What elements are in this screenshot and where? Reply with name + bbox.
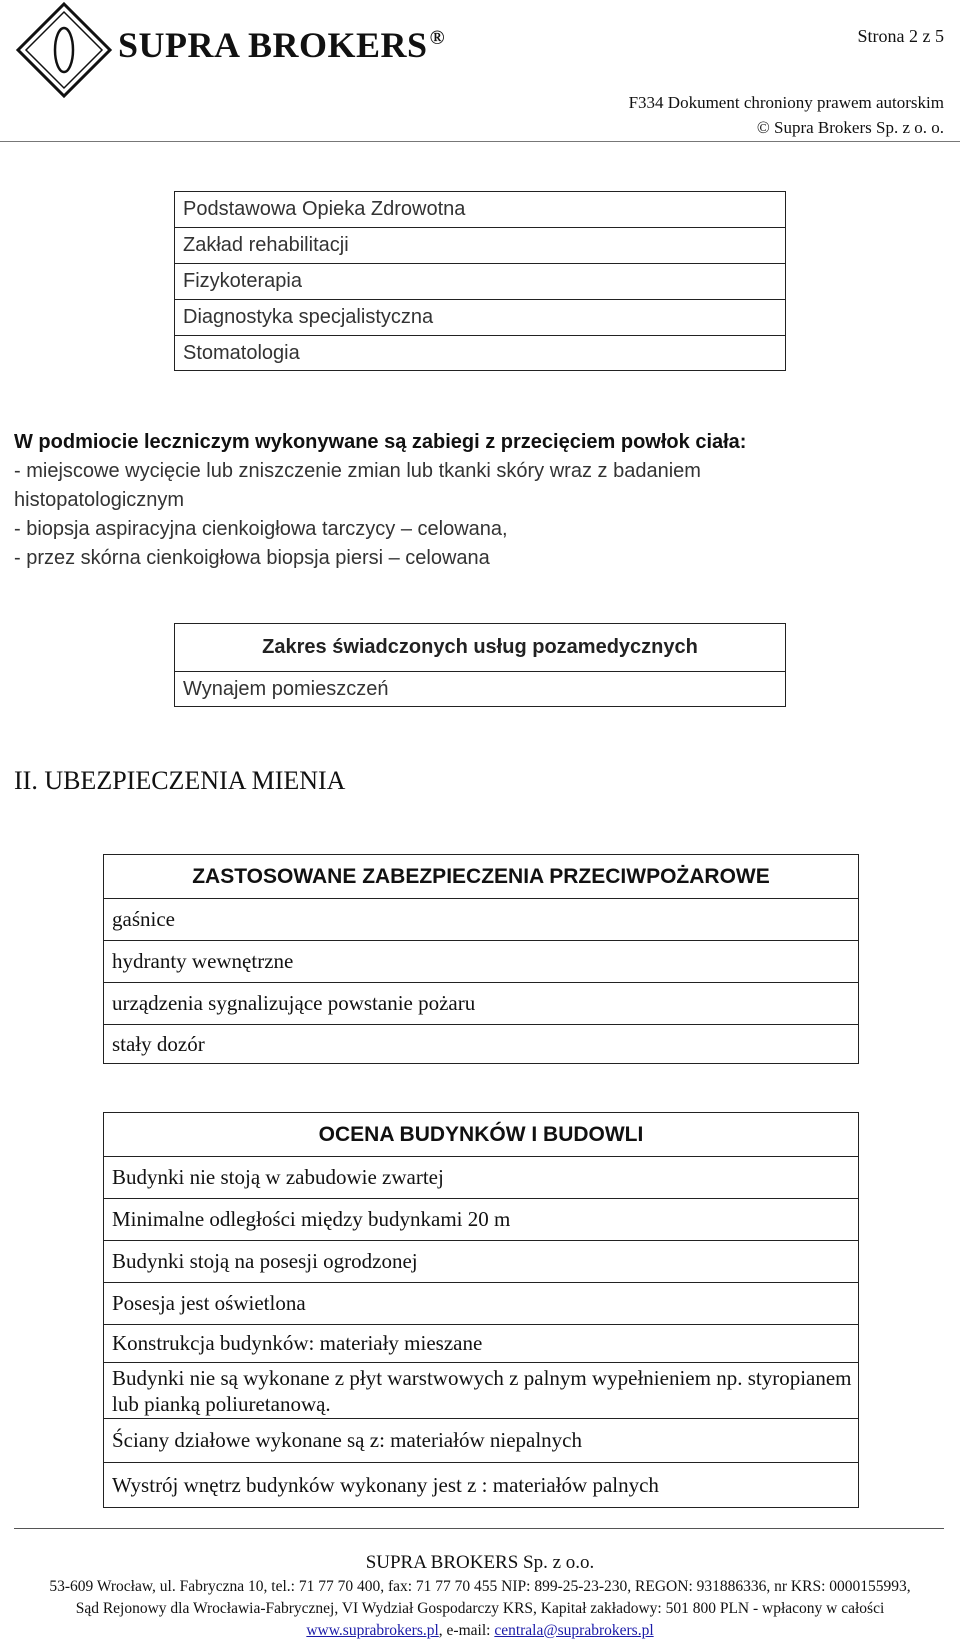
copyright-notice <box>629 90 944 140</box>
brand-name: SUPRA BROKERS <box>118 25 428 65</box>
building-table-title: OCENA BUDYNKÓW I BUDOWLI <box>104 1113 858 1157</box>
table-row: Ściany działowe wykonane są z: materiałów niepalnych <box>104 1419 858 1463</box>
table-row: Budynki nie stoją w zabudowie zwartej <box>104 1157 858 1199</box>
table-row: Diagnostyka specjalistyczna <box>175 300 785 336</box>
nonmedical-services-table <box>174 623 786 707</box>
building-assessment-table <box>103 1112 859 1508</box>
table-row: Minimalne odległości między budynkami 20 m <box>104 1199 858 1241</box>
services-table <box>174 191 786 371</box>
table-row: Stomatologia <box>183 341 300 364</box>
table-row: Fizykoterapia <box>175 264 785 300</box>
table-row: Zakład rehabilitacji <box>175 228 785 264</box>
procedures-line: - przez skórna cienkoigłowa biopsja piersi – celowana <box>14 547 490 569</box>
footer-address: 53-609 Wrocław, ul. Fabryczna 10, tel.: 71 77 70 400, fax: 71 77 70 455 NIP: 899-25-23-230, REGON: 931886336, nr KRS: 0000155993, <box>49 1578 911 1595</box>
fire-table-title: ZASTOSOWANE ZABEZPIECZENIA PRZECIWPOŻAROWE <box>104 855 858 899</box>
table-row: Konstrukcja budynków: materiały mieszane <box>104 1325 858 1363</box>
table-row: Wynajem pomieszczeń <box>183 677 389 700</box>
email-prefix: , e-mail: <box>438 1622 495 1639</box>
fire-protection-table <box>103 854 859 1064</box>
nonmedical-table-title: Zakres świadczonych usług pozamedycznych <box>175 624 785 672</box>
registered-mark: ® <box>429 27 446 49</box>
footer-company: SUPRA BROKERS Sp. z o.o. <box>365 1552 595 1573</box>
table-row: hydranty wewnętrzne <box>104 941 858 983</box>
page-number: Strona 2 z 5 <box>857 26 944 46</box>
table-row: urządzenia sygnalizujące powstanie pożaru <box>104 983 858 1025</box>
header-divider <box>0 141 960 142</box>
copyright-notice-line2: © Supra Brokers Sp. z o. o. <box>756 118 944 137</box>
table-row: Podstawowa Opieka Zdrowotna <box>175 192 785 228</box>
brand-logo-text <box>118 24 445 66</box>
website-link[interactable]: www.suprabrokers.pl <box>306 1622 439 1639</box>
footer-court-info: Sąd Rejonowy dla Wrocławia-Fabrycznej, VI Wydział Gospodarczy KRS, Kapitał zakładowy: 501 800 PLN - wpłacony w całości <box>75 1600 885 1617</box>
table-row: Wystrój wnętrz budynków wykonany jest z : materiałów palnych <box>112 1472 659 1497</box>
table-row: Posesja jest oświetlona <box>104 1283 858 1325</box>
procedures-line: - biopsja aspiracyjna cienkoigłowa tarczycy – celowana, <box>14 518 508 540</box>
footer-contact <box>0 1622 960 1640</box>
table-row: Budynki stoją na posesji ogrodzonej <box>104 1241 858 1283</box>
procedures-line: - miejscowe wycięcie lub zniszczenie zmian lub tkanki skóry wraz z badaniem <box>14 460 701 482</box>
section-title: II. UBEZPIECZENIA MIENIA <box>14 766 346 795</box>
table-row: Budynki nie są wykonane z płyt warstwowych z palnym wypełnieniem np. styropianem lub pianką poliuretanową. <box>104 1363 858 1419</box>
procedures-heading: W podmiocie leczniczym wykonywane są zabiegi z przecięciem powłok ciała: <box>14 431 747 453</box>
table-row: gaśnice <box>104 899 858 941</box>
procedures-paragraph <box>14 428 914 573</box>
supra-brokers-logo-icon <box>14 0 114 100</box>
table-row: stały dozór <box>112 1031 205 1056</box>
email-link[interactable]: centrala@suprabrokers.pl <box>494 1622 654 1639</box>
procedures-line: histopatologicznym <box>14 489 185 511</box>
footer-divider <box>14 1528 944 1529</box>
copyright-notice-line1: F334 Dokument chroniony prawem autorskim <box>628 93 944 112</box>
